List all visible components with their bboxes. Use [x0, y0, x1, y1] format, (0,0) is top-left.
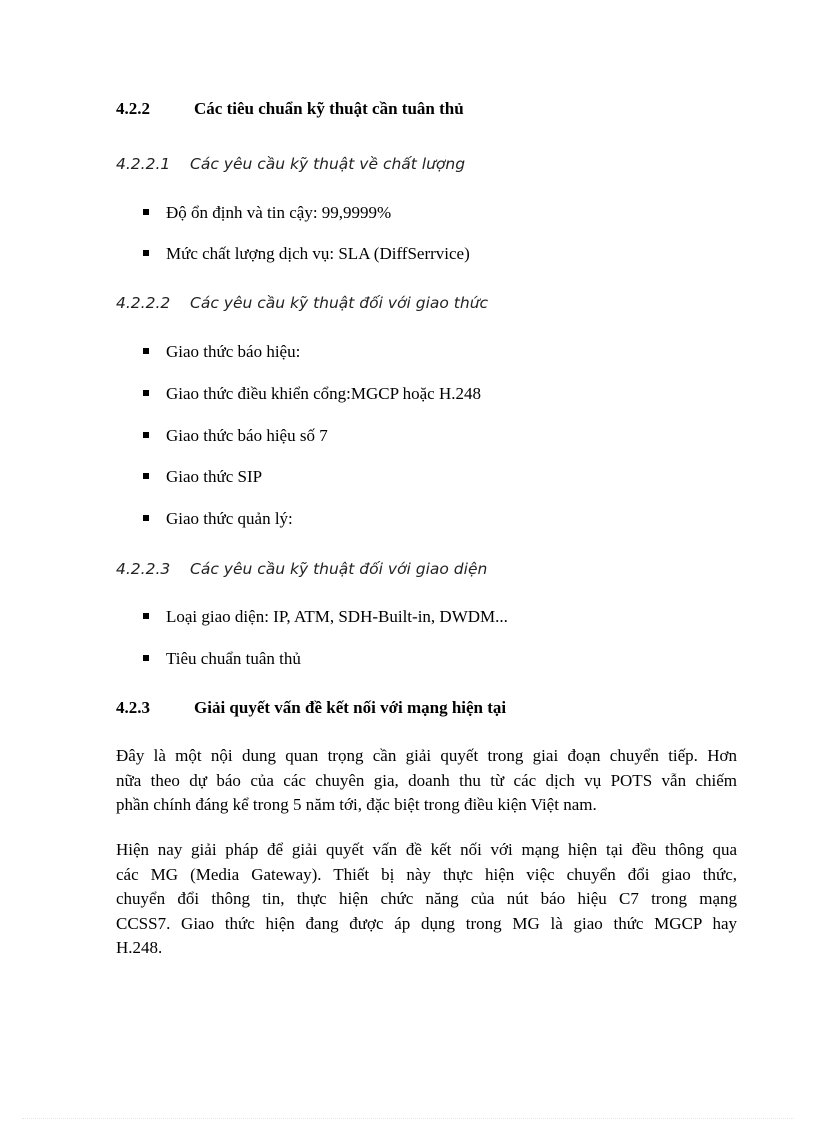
paragraph-2: [116, 838, 737, 961]
list-item-text: Độ ổn định và tin cậy: 99,9999%: [166, 203, 392, 222]
bullet-square-icon: [143, 432, 149, 438]
list-item-text: Giao thức quản lý:: [166, 509, 293, 528]
heading-title: Giải quyết vấn đề kết nối với mạng hiện tại: [194, 698, 507, 717]
list-item-text: Giao thức báo hiệu số 7: [166, 426, 328, 445]
list-item-text: Giao thức báo hiệu:: [166, 342, 301, 361]
list-item-text: Tiêu chuẩn tuân thủ: [166, 649, 301, 668]
paragraph-line: chuyển đổi thông tin, thực hiện chức năng của nút báo hiệu C7 trong mạng: [116, 889, 737, 908]
paragraph-line: Đây là một nội dung quan trọng cần giải quyết trong giai đoạn chuyển tiếp. Hơn: [116, 746, 737, 765]
subheading-title: Các yêu cầu kỹ thuật đối với giao diện: [190, 560, 488, 578]
list-item-text: Giao thức SIP: [166, 467, 263, 486]
subheading-number: 4.2.2.1: [116, 155, 171, 173]
bullet-square-icon: [143, 250, 149, 256]
page-bottom-border: [22, 1118, 794, 1119]
subheading-number: 4.2.2.3: [116, 560, 171, 578]
paragraph-line: phần chính đáng kể trong 5 năm tới, đặc biệt trong điều kiện Việt nam.: [116, 795, 597, 814]
heading-title: Các tiêu chuẩn kỹ thuật cần tuân thủ: [194, 99, 464, 118]
paragraph-line: H.248.: [116, 938, 163, 957]
bullet-square-icon: [143, 209, 149, 215]
bullet-square-icon: [143, 348, 149, 354]
list-item-text: Mức chất lượng dịch vụ: SLA (DiffSerrvice): [166, 244, 470, 263]
bullet-square-icon: [143, 473, 149, 479]
heading-4-2-2: [116, 99, 464, 119]
paragraph-line: CCSS7. Giao thức hiện đang được áp dụng trong MG là giao thức MGCP hay: [116, 913, 737, 933]
bullet-square-icon: [143, 655, 149, 661]
paragraph-line: các MG (Media Gateway). Thiết bị này thực hiện việc chuyển đổi giao thức,: [116, 864, 737, 884]
heading-number: 4.2.3: [116, 698, 150, 717]
paragraph-1: [116, 744, 737, 818]
paragraph-line: Hiện nay giải pháp để giải quyết vấn đề kết nối với mạng hiện tại đều thông qua: [116, 840, 737, 859]
list-item-text: Loại giao diện: IP, ATM, SDH-Built-in, DWDM...: [166, 607, 508, 626]
subheading-4-2-2-2: [116, 293, 488, 313]
subheading-title: Các yêu cầu kỹ thuật về chất lượng: [190, 155, 466, 173]
subheading-4-2-2-3: [116, 559, 487, 579]
heading-4-2-3: [116, 698, 506, 718]
bullet-square-icon: [143, 613, 149, 619]
subheading-4-2-2-1: [116, 154, 465, 174]
paragraph-line: nữa theo dự báo của các chuyên gia, doanh thu từ các dịch vụ POTS vẫn chiếm: [116, 770, 737, 790]
heading-number: 4.2.2: [116, 99, 150, 118]
subheading-title: Các yêu cầu kỹ thuật đối với giao thức: [190, 294, 489, 312]
bullet-square-icon: [143, 390, 149, 396]
subheading-number: 4.2.2.2: [116, 294, 171, 312]
bullet-square-icon: [143, 515, 149, 521]
list-item-text: Giao thức điều khiển cổng:MGCP hoặc H.248: [166, 384, 482, 403]
